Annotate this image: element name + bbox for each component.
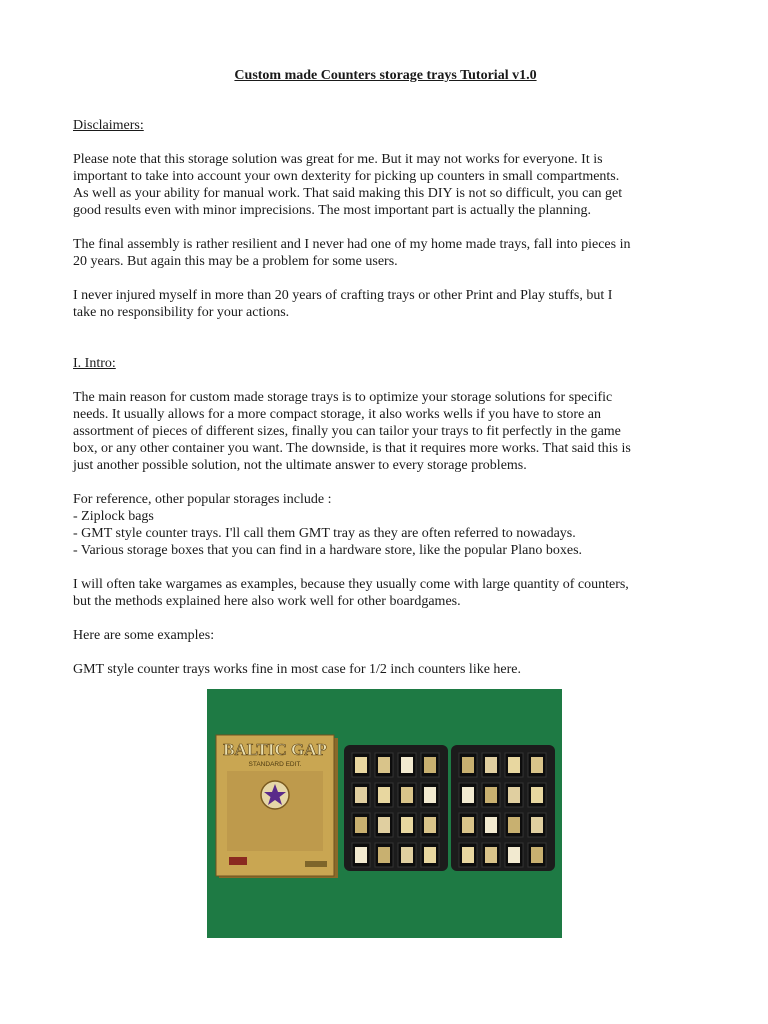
counter-stack	[355, 757, 367, 773]
game-box-badge	[229, 857, 247, 865]
text-line: I will often take wargames as examples, because they usually come with large quantity of counters,	[73, 577, 629, 592]
counter-stack	[401, 787, 413, 803]
text-line: good results even with minor imprecisions. The most important part is actually the planning.	[73, 203, 592, 218]
counter-stack	[378, 817, 390, 833]
counter-stack	[401, 847, 413, 863]
disclaimers-heading: Disclaimers:	[73, 118, 144, 133]
text-line: just another possible solution, not the ultimate answer to every storage problems.	[73, 458, 527, 473]
counter-stack	[378, 757, 390, 773]
text-line: The final assembly is rather resilient and I never had one of my home made trays, fall into pieces in	[73, 237, 631, 252]
counter-stack	[508, 817, 520, 833]
counter-stack	[378, 787, 390, 803]
counter-stack	[424, 787, 436, 803]
counter-stack	[462, 817, 474, 833]
counter-stack	[401, 817, 413, 833]
disclaimers-paragraph-1	[73, 151, 698, 219]
counter-stack	[531, 787, 543, 803]
counter-stack	[462, 787, 474, 803]
counter-stack	[508, 847, 520, 863]
intro-paragraph-2	[73, 491, 698, 559]
intro-paragraph-1	[73, 389, 698, 474]
counter-stack	[508, 757, 520, 773]
counter-stack	[485, 847, 497, 863]
game-box-title: BALTIC GAP	[223, 740, 327, 759]
counter-stack	[355, 817, 367, 833]
disclaimers-paragraph-3	[73, 287, 698, 321]
counter-stack	[531, 817, 543, 833]
intro-paragraph-3	[73, 576, 698, 610]
counter-stack	[355, 787, 367, 803]
counter-stack	[424, 847, 436, 863]
document-title: Custom made Counters storage trays Tutorial v1.0	[234, 68, 537, 83]
intro-paragraph-5: GMT style counter trays works fine in most case for 1/2 inch counters like here.	[73, 662, 522, 677]
intro-paragraph-4: Here are some examples:	[73, 628, 215, 643]
counter-stack	[485, 817, 497, 833]
counter-stack	[462, 847, 474, 863]
counter-stack	[378, 847, 390, 863]
counter-stack	[485, 757, 497, 773]
text-line: assortment of pieces of different sizes, finally you can tailor your trays to fit perfectly in the game	[73, 424, 621, 439]
game-box-subtitle: STANDARD EDIT.	[248, 761, 302, 768]
photo-illustration	[207, 689, 562, 938]
counter-stack	[355, 847, 367, 863]
text-line: I never injured myself in more than 20 years of crafting trays or other Print and Play stuffs, but I	[73, 288, 613, 303]
list-item: - GMT style counter trays. I'll call them GMT tray as they are often referred to nowadays.	[73, 526, 576, 541]
text-line: Please note that this storage solution was great for me. But it may not works for everyone. It is	[73, 152, 603, 167]
counter-stack	[531, 757, 543, 773]
text-line: needs. It usually allows for a more compact storage, it also works wells if you have to store an	[73, 407, 601, 422]
text-line: but the methods explained here also work well for other boardgames.	[73, 594, 461, 609]
counter-stack	[508, 787, 520, 803]
counter-stack	[424, 817, 436, 833]
counter-stack	[531, 847, 543, 863]
disclaimers-paragraph-2	[73, 236, 698, 270]
text-line: For reference, other popular storages include :	[73, 492, 332, 507]
example-photo	[207, 689, 562, 938]
counter-stack	[485, 787, 497, 803]
counter-stack	[462, 757, 474, 773]
text-line: take no responsibility for your actions.	[73, 305, 290, 320]
text-line: The main reason for custom made storage trays is to optimize your storage solutions for specific	[73, 390, 613, 405]
list-item: - Ziplock bags	[73, 509, 154, 524]
counter-stack	[401, 757, 413, 773]
text-line: important to take into account your own dexterity for picking up counters in small compartments.	[73, 169, 620, 184]
counter-stack	[424, 757, 436, 773]
document-page	[73, 67, 698, 695]
text-line: box, or any other container you want. The downside, is that it requires more works. That said this is	[73, 441, 631, 456]
text-line: 20 years. But again this may be a problem for some users.	[73, 254, 398, 269]
list-item: - Various storage boxes that you can find in a hardware store, like the popular Plano boxes.	[73, 543, 583, 558]
intro-heading: I. Intro:	[73, 356, 116, 371]
text-line: As well as your ability for manual work. That said making this DIY is not so difficult, you can get	[73, 186, 623, 201]
spacer	[73, 338, 698, 355]
